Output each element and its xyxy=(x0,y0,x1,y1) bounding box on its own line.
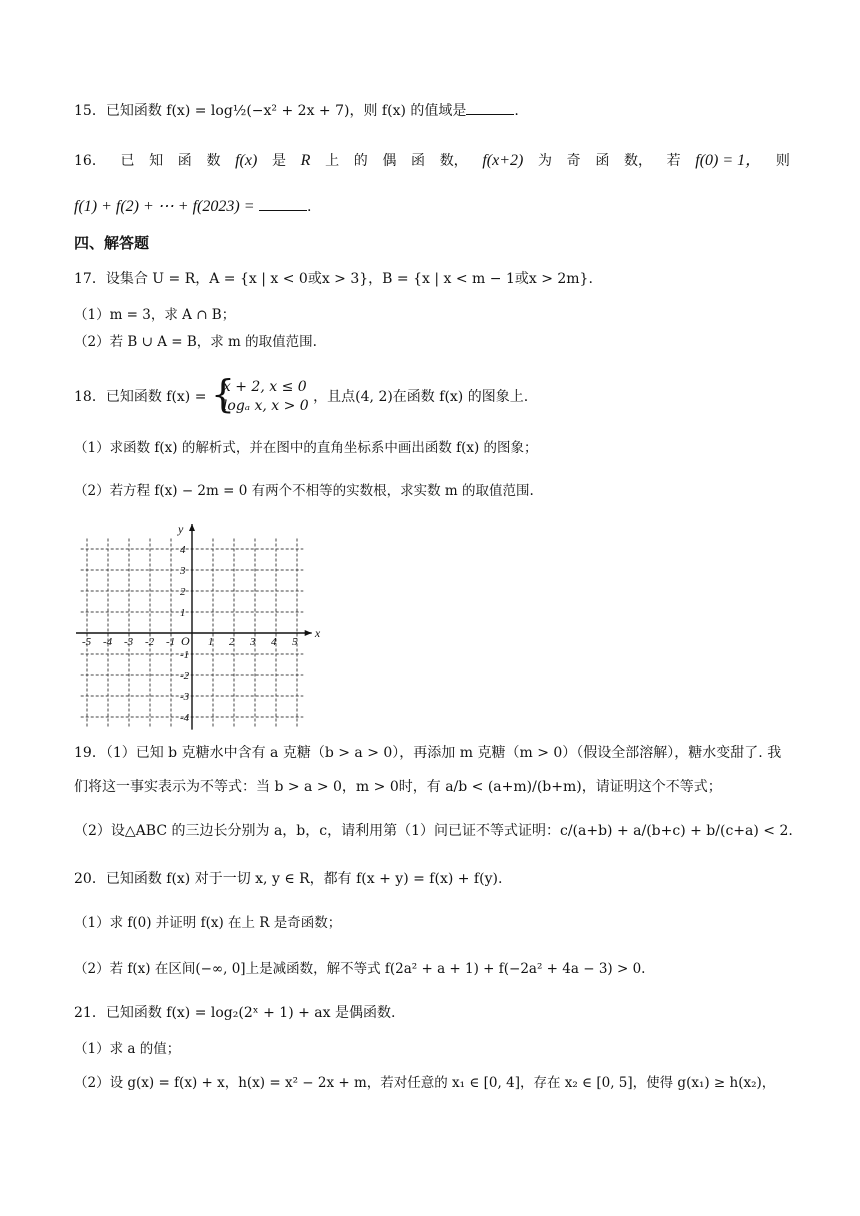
question-16-token: 则 xyxy=(775,153,790,169)
answer-blank xyxy=(466,100,514,115)
y-axis-arrow xyxy=(189,524,195,531)
question-number: 16． xyxy=(74,153,106,169)
x-tick-label: 5 xyxy=(292,636,298,648)
question-16-token: 是 xyxy=(271,153,286,169)
question-19-line-2: 们将这一事实表示为不等式：当 b > a > 0，m > 0时，有 a/b < (a+m)/(b+m)，请证明这个不等式； xyxy=(74,779,722,795)
sum-expression: f(1) + f(2) + ⋯ + f(2023) = xyxy=(74,198,255,215)
piecewise-definition xyxy=(210,372,309,416)
y-tick-label: 3 xyxy=(180,565,186,577)
answer-blank xyxy=(259,196,307,211)
y-tick-label: -1 xyxy=(180,649,190,661)
x-tick-label: 2 xyxy=(229,636,235,648)
question-text: 已知函数 f(x) = log½(−x² + 2x + 7)，则 f(x) 的值域是 xyxy=(105,103,467,119)
question-16-token: 上 xyxy=(325,153,340,169)
x-tick-label: -3 xyxy=(124,636,134,648)
question-16-line-2: f(1) + f(2) + ⋯ + f(2023) = . xyxy=(74,198,312,215)
question-16-token: 奇 xyxy=(566,153,581,169)
x-tick-label: -1 xyxy=(166,636,176,648)
question-21-stem: 21．已知函数 f(x) = log₂(2ˣ + 1) + ax 是偶函数. xyxy=(74,1005,396,1021)
y-axis-label: y xyxy=(178,522,184,536)
question-16-token: R xyxy=(300,152,311,169)
brace: { xyxy=(210,372,236,416)
question-16-token: 函 xyxy=(595,153,610,169)
question-18-prefix: 18．已知函数 f(x) = xyxy=(74,389,207,405)
question-20-part-1: （1）求 f(0) 并证明 f(x) 在上 R 是奇函数； xyxy=(74,915,342,931)
question-16-token: f(0) = 1， xyxy=(695,152,762,169)
question-21-part-1: （1）求 a 的值； xyxy=(74,1041,181,1057)
question-16-token: f(x+2) xyxy=(482,152,524,169)
question-17-part-2: （2）若 B ∪ A = B，求 m 的取值范围. xyxy=(74,334,317,350)
question-16-token: 为 xyxy=(538,153,552,169)
case-1: x + 2, x ≤ 0 xyxy=(222,379,307,395)
y-tick-label: 2 xyxy=(180,586,186,598)
question-18-part-1: （1）求函数 f(x) 的解析式，并在图中的直角坐标系中画出函数 f(x) 的图象； xyxy=(74,440,538,456)
question-16-token: 偶 xyxy=(382,153,397,169)
x-tick-label: 3 xyxy=(250,636,256,648)
question-16-token: 知 xyxy=(149,153,164,169)
x-tick-label: 4 xyxy=(271,636,277,648)
question-16-token: 若 xyxy=(666,153,681,169)
origin-label: O xyxy=(181,634,190,648)
x-axis-arrow xyxy=(305,630,312,636)
question-16-token: 已 xyxy=(120,153,135,169)
x-axis-label: x xyxy=(314,626,321,640)
case-2: logₐ x, x > 0 xyxy=(222,398,309,414)
question-21-part-2: （2）设 g(x) = f(x) + x，h(x) = x² − 2x + m，若对任意的 x₁ ∈ [0, 4]，存在 x₂ ∈ [0, 5]，使得 g(x₁) ≥ h(x₂)， xyxy=(74,1075,776,1091)
y-tick-label: -3 xyxy=(180,691,190,703)
question-20-part-2: （2）若 f(x) 在区间(−∞, 0]上是减函数，解不等式 f(2a² + a + 1) + f(−2a² + 4a − 3) > 0. xyxy=(74,961,646,977)
question-17-part-1: （1）m = 3，求 A ∩ B； xyxy=(74,307,236,323)
question-16-token: 数， xyxy=(623,153,652,169)
question-18-suffix: ，且点(4, 2)在函数 f(x) 的图象上. xyxy=(313,389,529,405)
question-16-token: 的 xyxy=(353,153,368,169)
question-16-token: 数 xyxy=(206,153,221,169)
question-18-part-2: （2）若方程 f(x) − 2m = 0 有两个不相等的实数根，求实数 m 的取值范围. xyxy=(74,483,534,499)
question-16-token: 函 xyxy=(411,153,426,169)
question-16-token: f(x) xyxy=(235,152,258,169)
y-tick-label: -4 xyxy=(180,712,190,724)
question-19-line-1: 19．（1）已知 b 克糖水中含有 a 克糖（b > a > 0），再添加 m 克糖（m > 0）（假设全部溶解），糖水变甜了. 我 xyxy=(74,745,782,761)
question-18-stem xyxy=(74,372,790,416)
x-tick-label: 1 xyxy=(208,636,214,648)
x-tick-label: -4 xyxy=(103,636,113,648)
question-16 xyxy=(74,150,790,172)
y-tick-label: -2 xyxy=(180,670,190,682)
y-tick-label: 4 xyxy=(180,544,186,556)
question-15: 15．已知函数 f(x) = log½(−x² + 2x + 7)，则 f(x) 的值域是 . xyxy=(74,100,790,122)
x-tick-label: -5 xyxy=(82,636,92,648)
question-19-line-3: （2）设△ABC 的三边长分别为 a，b，c，请利用第（1）问已证不等式证明：c/(a+b) + a/(b+c) + b/(c+a) < 2. xyxy=(74,823,793,839)
question-number: 15． xyxy=(74,103,106,119)
question-20-stem: 20．已知函数 f(x) 对于一切 x, y ∈ R，都有 f(x + y) = f(x) + f(y). xyxy=(74,871,503,887)
question-16-token: 函 xyxy=(177,153,192,169)
y-tick-label: 1 xyxy=(180,607,186,619)
question-17-stem: 17．设集合 U = R，A = {x | x < 0或x > 3}，B = {x | x < m − 1或x > 2m}. xyxy=(74,271,593,287)
question-16-token: 数， xyxy=(439,153,468,169)
x-tick-label: -2 xyxy=(145,636,155,648)
section-heading: 四、解答题 xyxy=(74,234,150,252)
coordinate-grid xyxy=(74,520,321,725)
